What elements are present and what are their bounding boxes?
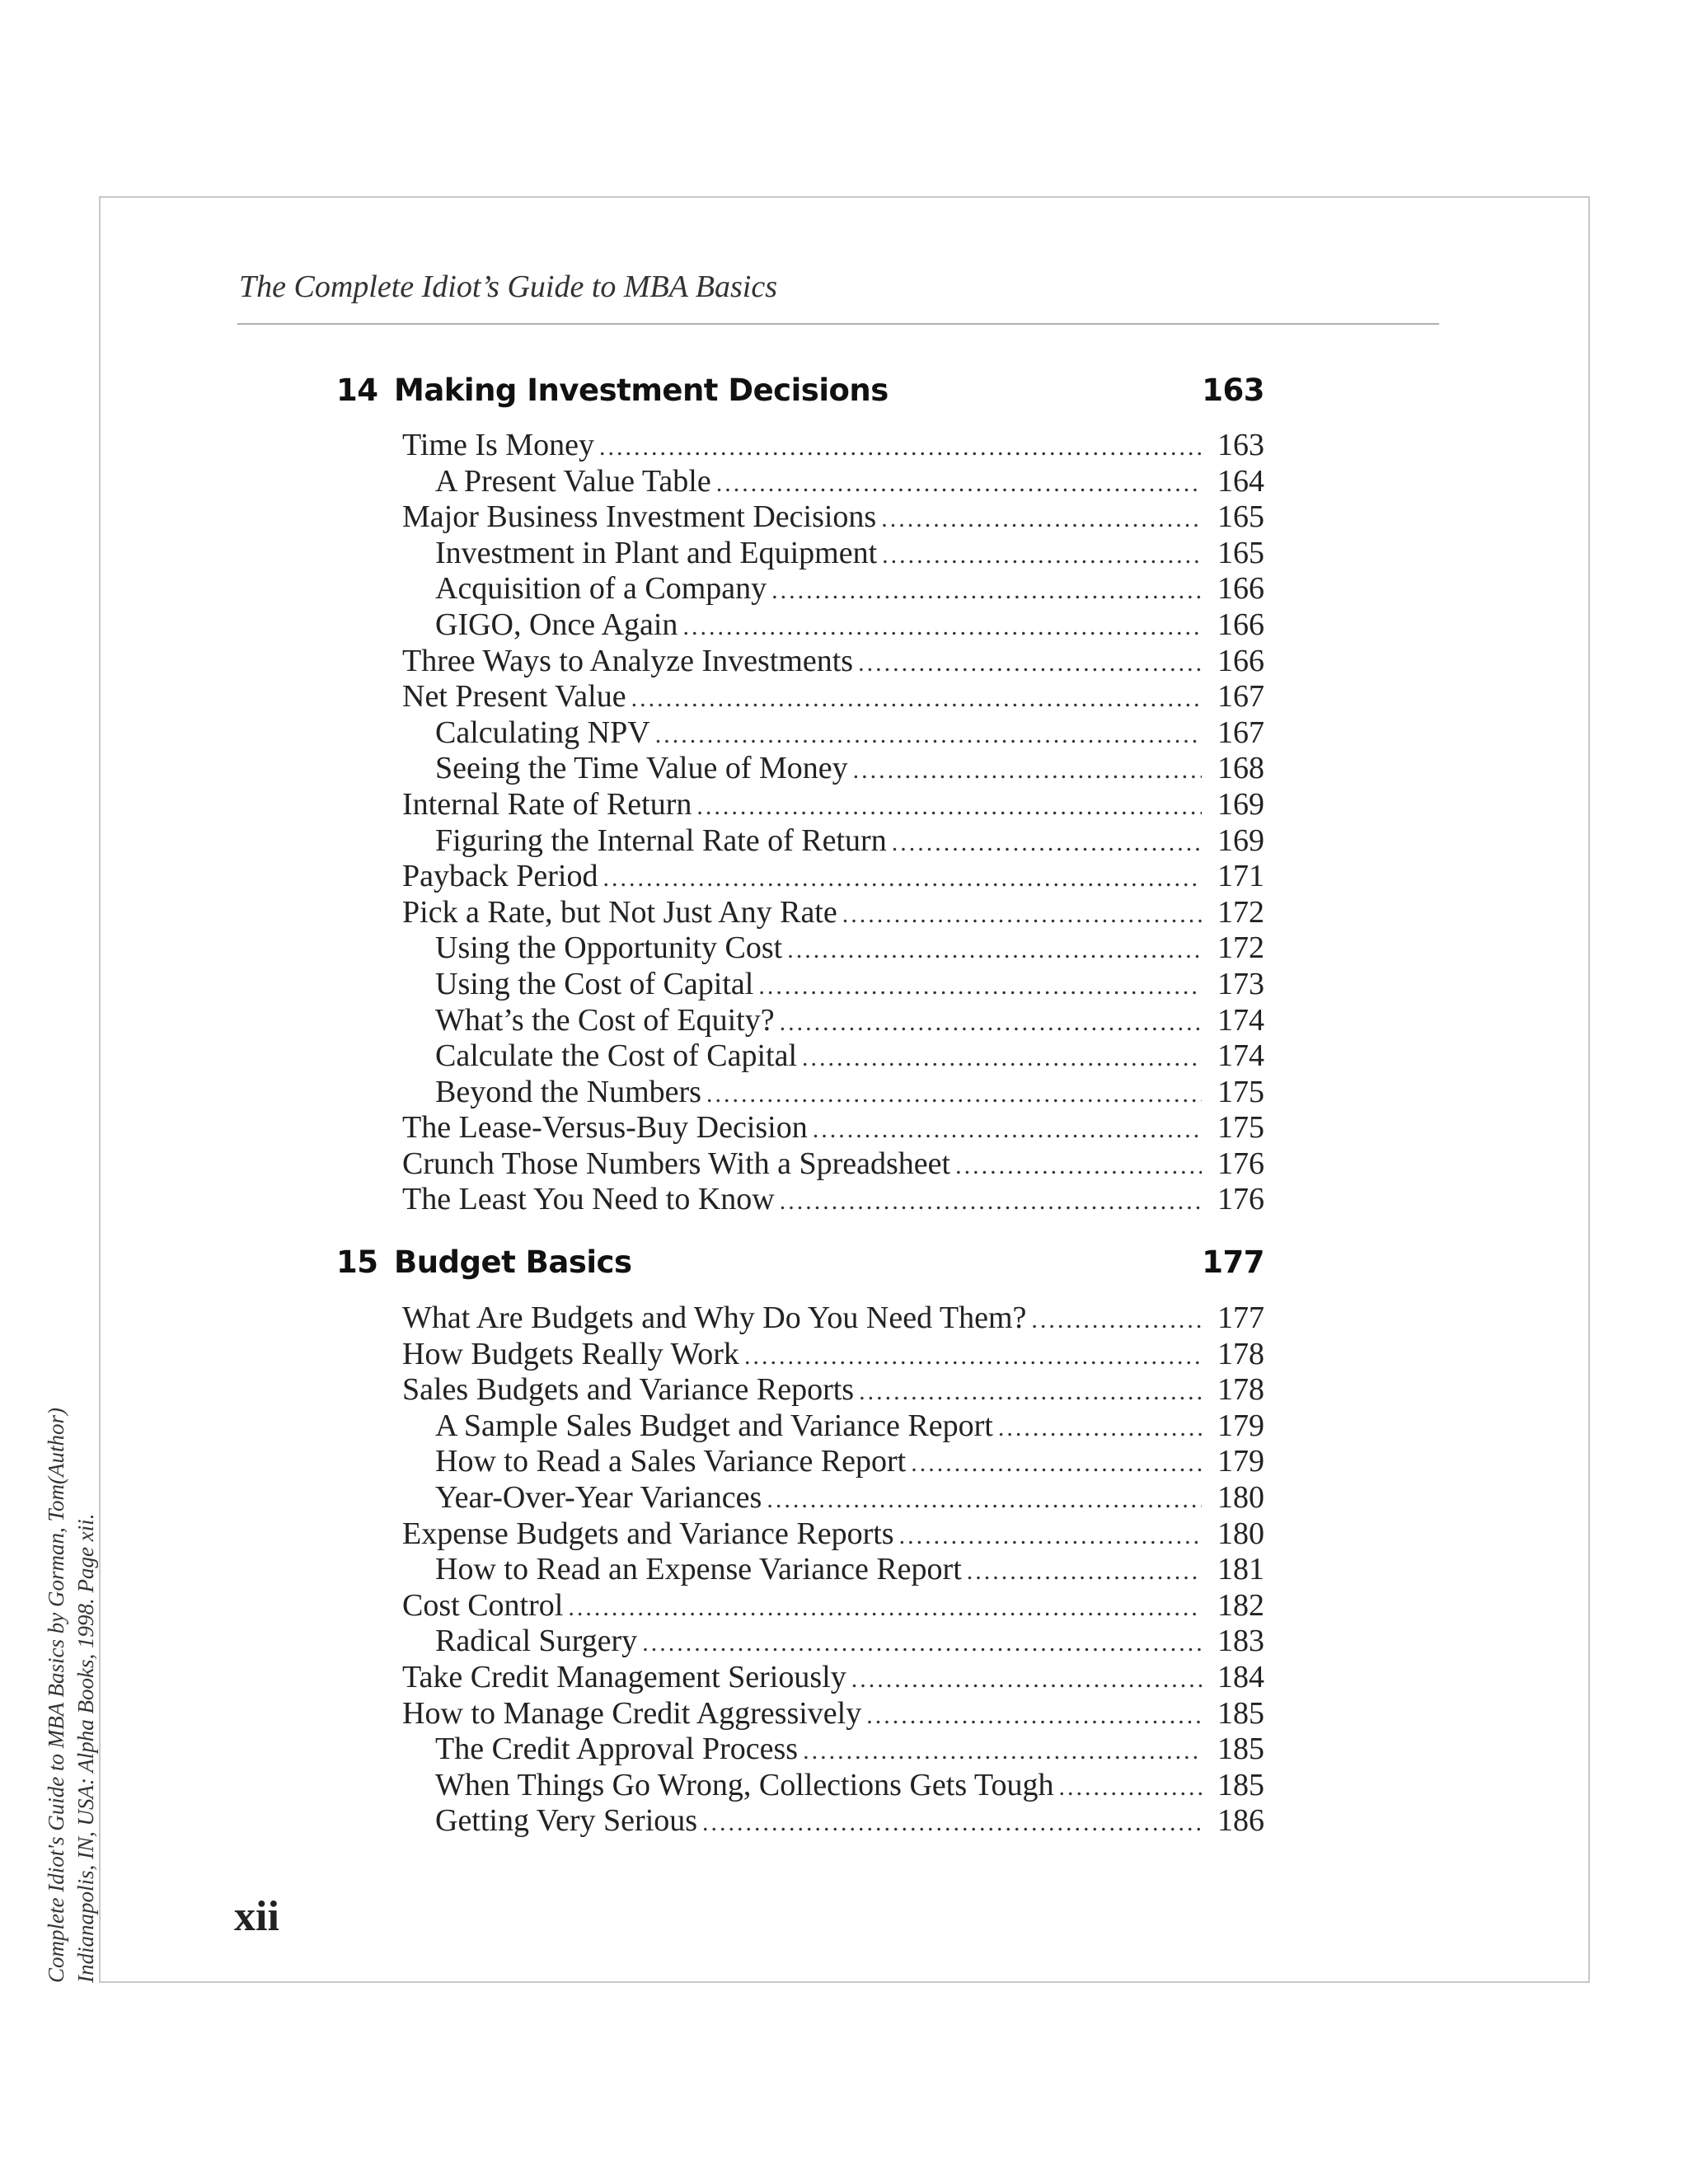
- dot-leader: [568, 1590, 1202, 1626]
- chapter-number: 15: [336, 1244, 378, 1280]
- toc-entry: [402, 823, 1264, 860]
- dot-leader: [603, 860, 1202, 897]
- dot-leader: [802, 1040, 1202, 1076]
- toc-entry-page: 179: [1217, 1408, 1264, 1443]
- dot-leader: [716, 466, 1202, 502]
- dot-leader: [758, 968, 1202, 1005]
- toc-entry-label: Pick a Rate, but Not Just Any Rate: [402, 894, 837, 930]
- dot-leader: [842, 897, 1202, 933]
- toc-entry-page: 179: [1217, 1444, 1264, 1479]
- toc-entry-page: 166: [1217, 643, 1264, 678]
- toc-entry: [402, 679, 1264, 715]
- toc-entry-label: How to Read an Expense Variance Report: [435, 1552, 962, 1587]
- toc-entry-label: Expense Budgets and Variance Reports: [402, 1516, 894, 1551]
- dot-leader: [631, 681, 1202, 717]
- dot-leader: [1058, 1769, 1202, 1806]
- toc-entry: [402, 1372, 1264, 1408]
- toc-entry-label: Cost Control: [402, 1587, 564, 1623]
- toc-entry-label: Investment in Plant and Equipment: [435, 535, 878, 570]
- toc-entry-label: Using the Opportunity Cost: [435, 930, 783, 966]
- toc-entry-label: Take Credit Management Seriously: [402, 1659, 846, 1694]
- toc-entry-label: Net Present Value: [402, 679, 626, 715]
- toc-entry: [402, 1146, 1264, 1183]
- toc-entry: [402, 1110, 1264, 1146]
- dot-leader: [881, 501, 1202, 537]
- dot-leader: [813, 1112, 1202, 1148]
- toc-entry-page: 177: [1217, 1301, 1264, 1335]
- toc-entry-page: 183: [1217, 1624, 1264, 1659]
- toc-entry-page: 173: [1217, 966, 1264, 1001]
- chapter-heading-14: [336, 373, 1264, 414]
- dot-leader: [866, 1698, 1202, 1734]
- toc-entry: [402, 1732, 1264, 1768]
- toc-entry-label: Calculating NPV: [435, 715, 650, 750]
- dot-leader: [767, 1482, 1202, 1518]
- toc-entry: [402, 930, 1264, 967]
- toc-entry-page: 166: [1217, 607, 1264, 642]
- toc-entry-label: Getting Very Serious: [435, 1803, 698, 1839]
- toc-entry-label: Beyond the Numbers: [435, 1074, 701, 1109]
- toc-entry: [402, 1803, 1264, 1840]
- dot-leader: [858, 645, 1202, 682]
- toc-entry-page: 180: [1217, 1479, 1264, 1515]
- toc-entry-page: 175: [1217, 1110, 1264, 1146]
- toc-entries-chapter-15: [402, 1301, 1264, 1840]
- toc-entry-page: 171: [1217, 859, 1264, 894]
- dot-leader: [655, 717, 1202, 753]
- toc-entry-page: 176: [1217, 1146, 1264, 1181]
- toc-entry: [402, 1552, 1264, 1588]
- toc-entry: [402, 1408, 1264, 1445]
- toc-entry-page: 175: [1217, 1074, 1264, 1109]
- dot-leader: [892, 825, 1202, 861]
- toc-entry: [402, 1660, 1264, 1696]
- toc-entry-label: Radical Surgery: [435, 1624, 638, 1659]
- toc-entry: [402, 536, 1264, 572]
- toc-entry: [402, 1038, 1264, 1075]
- toc-entry-page: 186: [1217, 1803, 1264, 1839]
- toc-entry-page: 165: [1217, 499, 1264, 535]
- toc-entry: [402, 1588, 1264, 1624]
- toc-entry-page: 184: [1217, 1659, 1264, 1694]
- chapter-title: Making Investment Decisions: [394, 373, 889, 408]
- toc-entry-label: Using the Cost of Capital: [435, 966, 754, 1001]
- toc-entry: [402, 1182, 1264, 1218]
- toc-entry: [402, 464, 1264, 500]
- toc-entry-label: Three Ways to Analyze Investments: [402, 643, 854, 678]
- toc-entry-label: Calculate the Cost of Capital: [435, 1038, 798, 1074]
- dot-leader: [599, 429, 1202, 466]
- toc-entry-page: 164: [1217, 463, 1264, 499]
- toc-entry-label: What’s the Cost of Equity?: [435, 1002, 775, 1038]
- toc-entry: [402, 967, 1264, 1003]
- toc-entry-label: A Present Value Table: [435, 463, 711, 499]
- toc-entry: [402, 1480, 1264, 1516]
- toc-entry-label: Internal Rate of Return: [402, 786, 692, 822]
- citation-line-1: Complete Idiot's Guide to MBA Basics by Gorman, Tom(Author): [44, 1408, 68, 1983]
- dot-leader: [771, 573, 1202, 609]
- dot-leader: [803, 1733, 1202, 1769]
- toc-entry-label: GIGO, Once Again: [435, 607, 678, 642]
- header-rule: [237, 323, 1439, 325]
- toc-entry-label: Figuring the Internal Rate of Return: [435, 823, 887, 858]
- toc-entry-page: 185: [1217, 1767, 1264, 1802]
- dot-leader: [899, 1518, 1202, 1554]
- toc-entry-page: 180: [1217, 1516, 1264, 1551]
- dot-leader: [702, 1805, 1202, 1841]
- toc-entry-page: 181: [1217, 1552, 1264, 1587]
- toc-entry: [402, 1444, 1264, 1480]
- toc-entry-page: 185: [1217, 1732, 1264, 1767]
- toc-entry-page: 167: [1217, 679, 1264, 715]
- toc-entry-label: How to Read a Sales Variance Report: [435, 1444, 907, 1479]
- dot-leader: [744, 1338, 1202, 1375]
- toc-entry-page: 172: [1217, 930, 1264, 966]
- toc-entry: [402, 1003, 1264, 1039]
- toc-entry-label: Acquisition of a Company: [435, 571, 767, 607]
- toc-entry-page: 182: [1217, 1587, 1264, 1623]
- toc-entry-label: The Credit Approval Process: [435, 1732, 799, 1767]
- dot-leader: [851, 1661, 1202, 1698]
- toc-entry-page: 166: [1217, 571, 1264, 607]
- toc-entry-label: A Sample Sales Budget and Variance Report: [435, 1408, 993, 1443]
- chapter-page: 177: [1202, 1244, 1264, 1280]
- toc-entry-page: 178: [1217, 1336, 1264, 1371]
- dot-leader: [642, 1625, 1202, 1661]
- page-number: xii: [234, 1893, 279, 1940]
- toc-entry: [402, 428, 1264, 464]
- dot-leader: [998, 1410, 1202, 1446]
- toc-entry-label: Seeing the Time Value of Money: [435, 751, 848, 786]
- toc-entry: [402, 715, 1264, 752]
- toc-entry-page: 169: [1217, 786, 1264, 822]
- toc-entry-page: 176: [1217, 1182, 1264, 1217]
- toc-entry: [402, 1516, 1264, 1553]
- running-head: The Complete Idiot’s Guide to MBA Basics: [239, 269, 777, 304]
- toc-entry-label: What Are Budgets and Why Do You Need Them?: [402, 1301, 1027, 1335]
- toc-entry: [402, 607, 1264, 644]
- toc-entry: [402, 787, 1264, 823]
- dot-leader: [682, 609, 1202, 645]
- chapter-heading-15: [336, 1244, 1264, 1286]
- chapter-number: 14: [336, 373, 378, 408]
- dot-leader: [853, 752, 1202, 789]
- toc-entry-label: The Lease-Versus-Buy Decision: [402, 1110, 808, 1146]
- toc-entry-label: Sales Budgets and Variance Reports: [402, 1372, 855, 1408]
- toc-entry-label: How Budgets Really Work: [402, 1336, 739, 1371]
- toc-entry-page: 172: [1217, 894, 1264, 930]
- toc-entry-page: 167: [1217, 715, 1264, 750]
- dot-leader: [706, 1076, 1202, 1113]
- toc-entry: [402, 1624, 1264, 1660]
- toc-entry-page: 163: [1217, 428, 1264, 462]
- toc-entry: [402, 1301, 1264, 1337]
- dot-leader: [1031, 1302, 1202, 1338]
- toc-entry-label: How to Manage Credit Aggressively: [402, 1695, 862, 1731]
- dot-leader: [882, 537, 1202, 574]
- toc-entry: [402, 499, 1264, 536]
- toc-entry: [402, 1337, 1264, 1373]
- toc-entry: [402, 751, 1264, 787]
- toc-entry-page: 174: [1217, 1002, 1264, 1038]
- chapter-page: 163: [1202, 373, 1264, 408]
- toc-entry-label: Payback Period: [402, 859, 598, 894]
- toc-entry: [402, 571, 1264, 607]
- toc-entry-page: 185: [1217, 1695, 1264, 1731]
- toc-entry: [402, 859, 1264, 895]
- dot-leader: [967, 1554, 1202, 1590]
- dot-leader: [859, 1374, 1202, 1410]
- toc-entries-chapter-14: [402, 428, 1264, 1218]
- chapter-title: Budget Basics: [394, 1244, 632, 1280]
- toc-entry-page: 169: [1217, 823, 1264, 858]
- toc-entry-page: 174: [1217, 1038, 1264, 1074]
- dot-leader: [780, 1005, 1202, 1041]
- dot-leader: [780, 1183, 1202, 1220]
- citation-line-2: Indianapolis, IN, USA: Alpha Books, 1998. Page xii.: [73, 1513, 98, 1983]
- toc-entry-label: Crunch Those Numbers With a Spreadsheet: [402, 1146, 951, 1181]
- toc-entry: [402, 1075, 1264, 1111]
- toc-entry: [402, 644, 1264, 680]
- dot-leader: [955, 1148, 1202, 1184]
- toc-entry: [402, 1696, 1264, 1732]
- toc-entry: [402, 895, 1264, 931]
- dot-leader: [696, 789, 1202, 825]
- toc-entry-label: When Things Go Wrong, Collections Gets Tough: [435, 1767, 1054, 1802]
- dot-leader: [911, 1446, 1202, 1482]
- toc-entry: [402, 1768, 1264, 1804]
- toc-entry-label: Year-Over-Year Variances: [435, 1479, 762, 1515]
- toc-entry-label: The Least You Need to Know: [402, 1182, 775, 1217]
- toc-entry-page: 168: [1217, 751, 1264, 786]
- toc-entry-page: 165: [1217, 535, 1264, 570]
- toc-entry-page: 178: [1217, 1372, 1264, 1408]
- toc-entry-label: Major Business Investment Decisions: [402, 499, 877, 535]
- toc-entry-label: Time Is Money: [402, 428, 594, 462]
- dot-leader: [787, 932, 1202, 968]
